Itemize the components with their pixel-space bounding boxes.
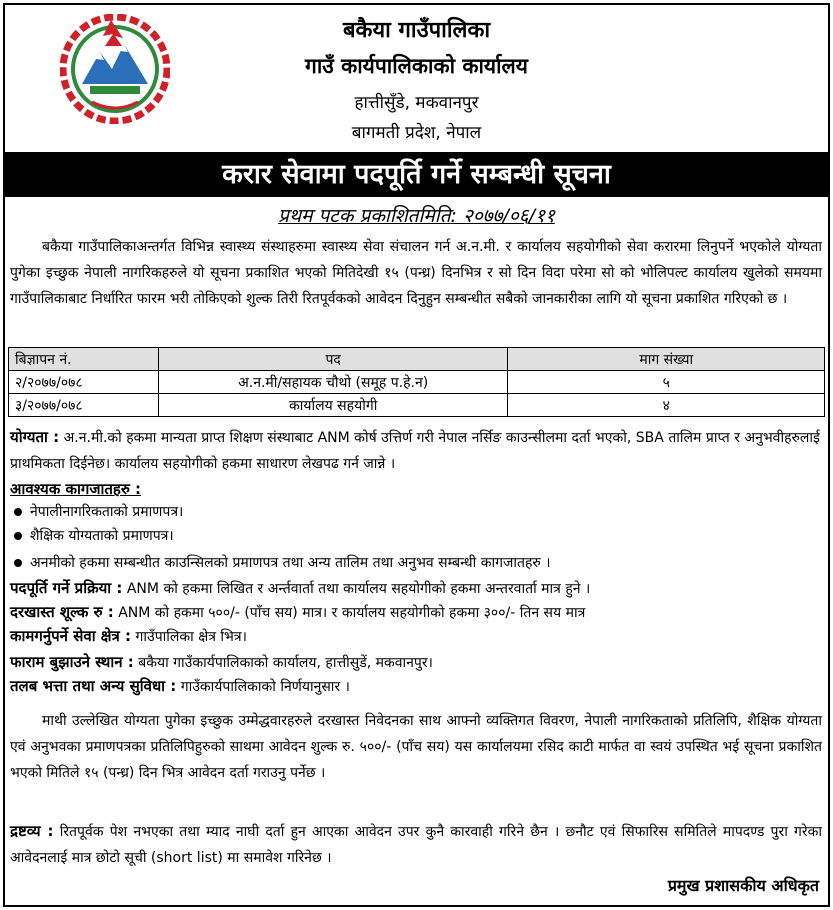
qualification-section xyxy=(10,424,822,477)
ad-number-cell: २/२०७७/०७८ xyxy=(9,371,159,394)
bullet-icon xyxy=(14,532,22,540)
notice-title-banner: करार सेवामा पदपूर्ति गर्ने सम्बन्धी सूचना xyxy=(5,152,828,197)
position-cell: कार्यालय सहयोगी xyxy=(158,394,508,417)
fee-section xyxy=(10,600,822,625)
fee-label: दरखास्त शूल्क रु : xyxy=(10,603,114,621)
table-header-row xyxy=(9,348,825,371)
municipality-name: बकैया गाउँपालिका xyxy=(342,18,491,43)
form-place-section xyxy=(10,650,822,675)
form-place-label: फाराम बुझाउने स्थान : xyxy=(10,653,134,671)
intro-paragraph: बकैया गाउँपालिकाअन्तर्गत विभिन्न स्वास्थ्य संस्थाहरुमा स्वास्थ्य सेवा संचालन गर्न अ.न.मी. र कार्यालय सहयोगीको सेवा करारमा लिनुपर्ने भएकोले योग्यता पुगेका इच्छुक नेपाली नागरिकहरुले यो सूचना प्रकाशित भएको मितिदेखी १५ (पन्ध्र) दिनभित्र र सो दिन विदा परेमा सो को भोलिपल्ट कार्यालय खुलेको समयमा गाउँपालिकाबाट निर्धारित फारम भरी तोकिएको शुल्क तिरी रितपूर्वकको आवेदन दिनुहुन सम्बन्धीत सबैको जानकारीका लागि यो सूचना प्रकाशित गरिएको छ । xyxy=(10,239,822,307)
salary-section xyxy=(10,674,822,699)
header-ad-number: बिज्ञापन नं. xyxy=(9,348,159,371)
note-label: द्रष्टव्य : xyxy=(10,822,54,840)
documents-label: आवश्यक कागजातहरु : xyxy=(10,480,142,498)
province-country: बागमती प्रदेश, नेपाल xyxy=(351,123,482,143)
qualification-text: अ.न.मी.को हकमा मान्यता प्राप्त शिक्षण संस्थाबाट ANM कोर्ष उत्तिर्ण गरी नेपाल नर्सिङ काउन्सीलमा दर्ता भएको, SBA तालिम प्राप्त र अनुभवीहरुलाई प्राथमिकता दिईनेछ। कार्यालय सहयोगीको हकमा साधारण लेखपढ गर्न जान्ने । xyxy=(10,430,820,472)
office-address: हात्तीसुँडे, मकवानपुर xyxy=(354,93,479,113)
salary-label: तलब भत्ता तथा अन्य सुविधा : xyxy=(10,677,177,695)
demand-count-cell: ५ xyxy=(508,371,825,394)
list-item xyxy=(10,551,822,575)
table-row xyxy=(9,371,825,394)
signature-title: प्रमुख प्रशासकीय अधिकृत xyxy=(667,876,819,895)
documents-heading xyxy=(10,477,822,502)
work-area-section xyxy=(10,624,822,649)
document-item: नेपालीनागरिकताको प्रमाणपत्र। xyxy=(30,504,184,520)
process-section xyxy=(10,576,822,601)
document-item: शैक्षिक योग्यताको प्रमाणपत्र। xyxy=(30,528,174,544)
header-demand-count: माग संख्या xyxy=(508,348,825,371)
work-area-label: कामगर्नुपर्ने सेवा क्षेत्र : xyxy=(10,627,132,645)
ad-number-cell: ३/२०७७/०७८ xyxy=(9,394,159,417)
bullet-icon xyxy=(14,508,22,516)
position-cell: अ.न.मी/सहायक चौथो (समूह प.हे.न) xyxy=(158,371,508,394)
application-paragraph: माथी उल्लेखित योग्यता पुगेका इच्छुक उम्मेद्धवारहरुले दरखास्त निवेदनका साथ आफ्नो व्यक्तिगत विवरण, नेपाली नागरिकताको प्रतिलिपि, शैक्षिक योग्यता एवं अनुभवका प्रमाणपत्रका प्रतिलिपिहुरुको साथमा आवेदन शुल्क रु. ५००/- (पाँच सय) यस कार्यालयमा रसिद काटी मार्फत वा स्वयं उपस्थित भई सूचना प्रकाशित भएको मितिले १५ (पन्ध्र) दिन भित्र आवेदन दर्ता गराउनु पर्नेछ । xyxy=(10,713,822,781)
process-label: पदपूर्ति गर्ने प्रक्रिया : xyxy=(10,579,123,597)
demand-count-cell: ४ xyxy=(508,394,825,417)
salary-text: गाउँकार्यपालिकाको निर्णयानुसार । xyxy=(180,679,350,695)
office-name: गाउँ कार्यपालिकाको कार्यालय xyxy=(305,54,528,78)
fee-text: ANM को हकमा ५००/- (पाँच सय) मात्र। र कार्यालय सहयोगीको हकमा ३००/- तिन सय मात्र xyxy=(118,605,586,621)
form-place-text: बकैया गाउँकार्यपालिकाको कार्यालय, हात्तीसुडें, मकवानपुर। xyxy=(138,655,433,671)
publication-date: प्रथम पटक प्रकाशितमिति: २०७७/०६/११ xyxy=(278,205,555,227)
list-item xyxy=(10,500,822,524)
work-area-text: गाउँपालिका क्षेत्र भित्र। xyxy=(135,629,247,645)
list-item xyxy=(10,524,822,548)
vacancy-table xyxy=(8,347,825,417)
header-position: पद xyxy=(158,348,508,371)
process-text: ANM को हकमा लिखित र अर्न्तवार्ता तथा कार्यालय सहयोगीको हकमा अन्तरवार्ता मात्र हुने । xyxy=(126,581,591,597)
note-text: रितपूर्वक पेश नभएका तथा म्याद नाघी दर्ता हुन आएका आवेदन उपर कुनै कारवाही गरिने छैन । छनौट एवं सिफारिस समितिले मापदण्ड पुरा गरेका आवेदनलाई मात्र छोटो सूची (short list) मा समावेश गरिनेछ । xyxy=(10,824,823,866)
note-section xyxy=(10,818,822,871)
bullet-icon xyxy=(14,559,22,567)
document-item: अनमीको हकमा सम्बन्धीत काउन्सिलको प्रमाणपत्र तथा अन्य तालिम तथा अनुभव सम्बन्धी कागजातहरु । xyxy=(30,555,551,571)
qualification-label: योग्यता : xyxy=(10,428,60,446)
table-row xyxy=(9,394,825,417)
